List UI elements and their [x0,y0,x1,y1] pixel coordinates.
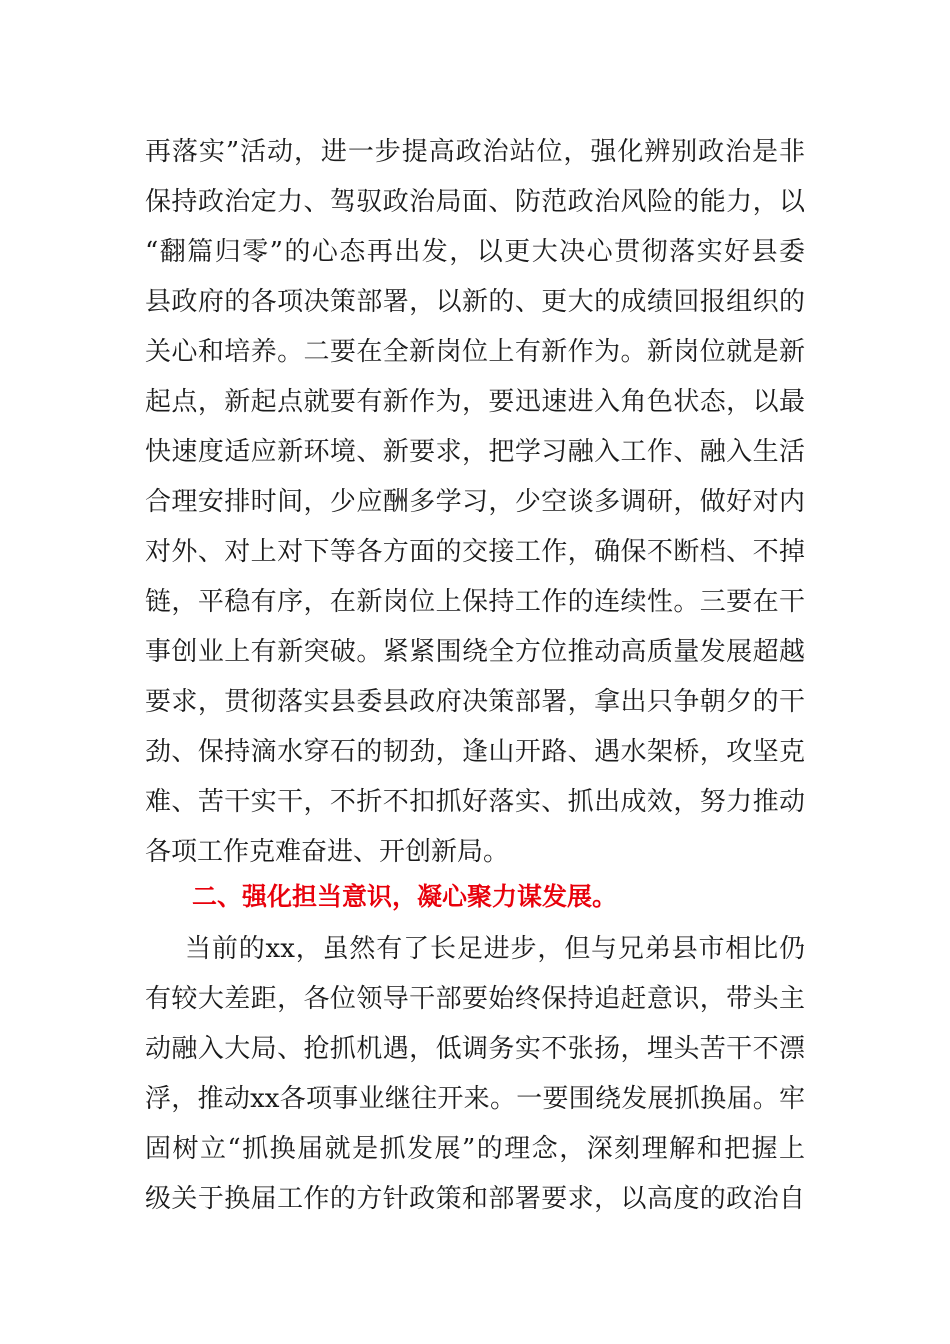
paragraph-line: 级关于换届工作的方针政策和部署要求，以高度的政治自 [145,1184,805,1214]
paragraph-line: 县政府的各项决策部署，以新的、更大的成绩回报组织的 [145,287,805,317]
paragraph-line: “翻篇归零”的心态再出发，以更大决心贯彻落实好县委 [145,237,805,267]
paragraph-line: 难、苦干实干，不折不扣抓好落实、抓出成效，努力推动 [145,787,805,817]
paragraph-line: 再落实”活动，进一步提高政治站位，强化辨别政治是非 [145,137,805,167]
paragraph-line: 对外、对上对下等各方面的交接工作，确保不断档、不掉 [145,537,805,567]
paragraph-line: 保持政治定力、驾驭政治局面、防范政治风险的能力，以 [145,187,805,217]
paragraph-line: 劲、保持滴水穿石的韧劲，逢山开路、遇水架桥，攻坚克 [145,737,805,767]
paragraph-line: 动融入大局、抢抓机遇，低调务实不张扬，埋头苦干不漂 [145,1034,805,1064]
paragraph-line: 链，平稳有序，在新岗位上保持工作的连续性。三要在干 [145,587,805,617]
section-heading: 二、强化担当意识，凝心聚力谋发展。 [192,882,618,911]
paragraph-line: 要求，贯彻落实县委县政府决策部署，拿出只争朝夕的干 [145,687,805,717]
paragraph-line: 快速度适应新环境、新要求，把学习融入工作、融入生活 [145,437,805,467]
paragraph-line: 各项工作克难奋进、开创新局。 [145,837,510,867]
paragraph-line: 合理安排时间，少应酬多学习，少空谈多调研，做好对内 [145,487,805,517]
paragraph-line: 起点，新起点就要有新作为，要迅速进入角色状态，以最 [145,387,805,417]
paragraph-line: 事创业上有新突破。紧紧围绕全方位推动高质量发展超越 [145,637,805,667]
paragraph-line: 固树立“抓换届就是抓发展”的理念，深刻理解和把握上 [145,1134,805,1164]
paragraph-line: 有较大差距，各位领导干部要始终保持追赶意识，带头主 [145,984,805,1014]
paragraph-line: 关心和培养。二要在全新岗位上有新作为。新岗位就是新 [145,337,805,367]
paragraph-line: 浮，推动xx各项事业继往开来。一要围绕发展抓换届。牢 [145,1084,805,1114]
paragraph-line: 当前的xx，虽然有了长足进步，但与兄弟县市相比仍 [185,934,805,964]
